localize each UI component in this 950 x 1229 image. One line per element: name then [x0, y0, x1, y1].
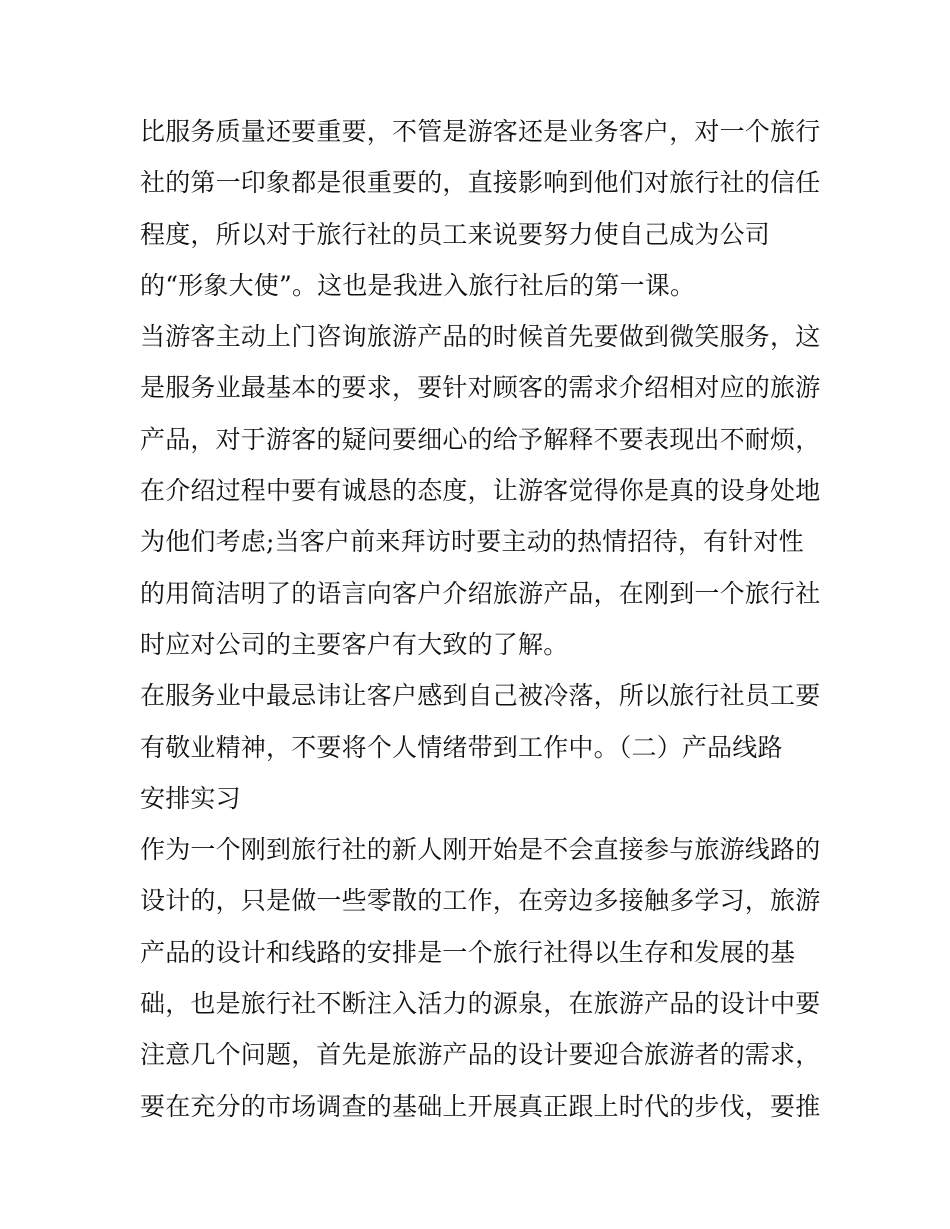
text-line: 时应对公司的主要客户有大致的了解。: [140, 629, 569, 659]
text-line: 比服务质量还要重要，不管是游客还是业务客户，对一个旅行: [140, 117, 821, 146]
text-line: 当游客主动上门咨询旅游产品的时候首先要做到微笑服务，这: [140, 322, 821, 352]
text-line: 的用简洁明了的语言向客户介绍旅游产品，在刚到一个旅行社: [140, 578, 821, 608]
text-line: 要在充分的市场调查的基础上开展真正跟上时代的步伐，要推: [140, 1091, 821, 1121]
text-line: 注意几个问题，首先是旅游产品的设计要迎合旅游者的需求，: [140, 1040, 821, 1070]
text-line: 为他们考虑;当客户前来拜访时要主动的热情招待，有针对性: [140, 527, 804, 557]
text-line: 是服务业最基本的要求，要针对顾客的需求介绍相对应的旅游: [140, 373, 821, 403]
text-line: 在介绍过程中要有诚恳的态度，让游客觉得你是真的设身处地: [140, 476, 821, 506]
text-line: 础，也是旅行社不断注入活力的源泉，在旅游产品的设计中要: [140, 989, 821, 1019]
text-line: 作为一个刚到旅行社的新人刚开始是不会直接参与旅游线路的: [140, 835, 821, 865]
text-line: 设计的，只是做一些零散的工作，在旁边多接触多学习，旅游: [140, 886, 821, 916]
text-line: 的“形象大使”。这也是我进入旅行社后的第一课。: [140, 270, 696, 300]
text-line: 有敬业精神，不要将个人情绪带到工作中。（二）产品线路: [140, 732, 783, 762]
text-line: 安排实习: [140, 783, 241, 813]
body-text: [140, 106, 820, 1132]
text-line: 产品，对于游客的疑问要细心的给予解释不要表现出不耐烦，: [140, 424, 821, 454]
text-line: 程度，所以对于旅行社的员工来说要努力使自己成为公司: [140, 219, 771, 249]
text-line: 社的第一印象都是很重要的，直接影响到他们对旅行社的信任: [140, 168, 821, 198]
text-line: 在服务业中最忌讳让客户感到自己被冷落，所以旅行社员工要: [140, 681, 821, 711]
text-line: 产品的设计和线路的安排是一个旅行社得以生存和发展的基: [140, 937, 796, 967]
